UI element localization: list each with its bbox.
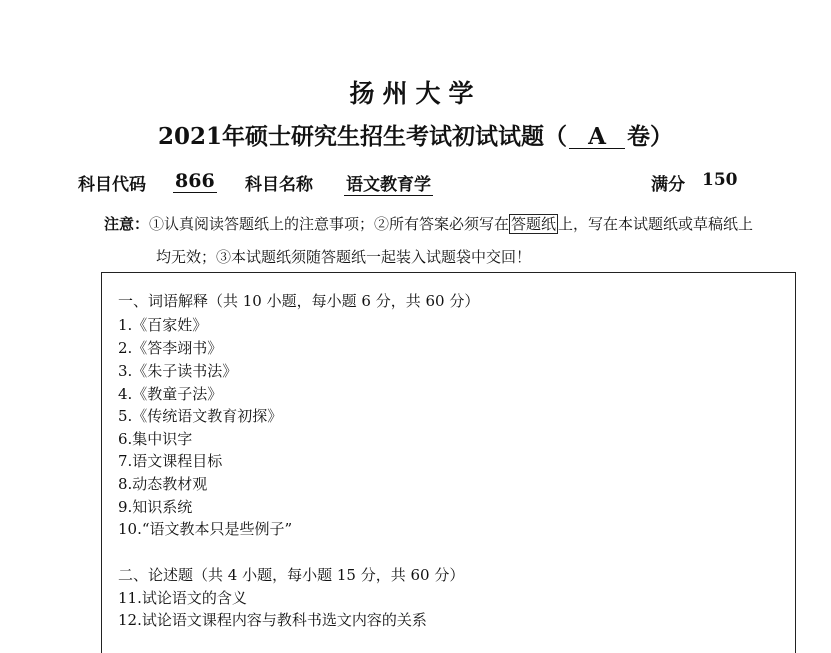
- notice-text-a: ①认真阅读答题纸上的注意事项；②所有答案必须写在: [149, 215, 510, 233]
- question-item: 9.知识系统: [118, 498, 193, 516]
- question-item: 8.动态教材观: [118, 475, 208, 493]
- question-item: 1.《百家姓》: [118, 316, 208, 334]
- notice-label: 注意：: [104, 215, 150, 233]
- exam-title: [0, 118, 831, 151]
- notice-line-2: 均无效；③本试题纸须随答题纸一起装入试题袋中交回！: [156, 248, 532, 266]
- paper-version: A: [569, 126, 625, 149]
- university-name: 扬州大学: [349, 79, 482, 108]
- subject-name-text: 语文教育学: [346, 175, 431, 195]
- exam-title-prefix: 2021年硕士研究生招生考试初试试题（: [157, 123, 567, 150]
- question-item: 6.集中识字: [118, 430, 193, 448]
- question-item: 3.《朱子读书法》: [118, 362, 238, 380]
- question-item: 10.“语文教本只是些例子”: [118, 520, 293, 538]
- notice-text-b: 上，写在本试题纸或草稿纸上: [558, 215, 754, 233]
- question-item: 4.《教童子法》: [118, 385, 223, 403]
- question-item: 11.试论语文的含义: [118, 589, 247, 607]
- subject-name-value: [344, 170, 433, 195]
- notice-boxed-text: 答题纸: [511, 215, 557, 233]
- subject-code-number: 866: [175, 170, 215, 192]
- question-item: 12.试论语文课程内容与教科书选文内容的关系: [118, 611, 427, 629]
- section-heading-1: 一、词语解释（共 10 小题，每小题 6 分，共 60 分）: [118, 292, 480, 310]
- section-heading-2: 二、论述题（共 4 小题，每小题 15 分，共 60 分）: [118, 566, 465, 584]
- full-score-label: 满分: [651, 175, 685, 195]
- question-item: 2.《答李翊书》: [118, 339, 223, 357]
- subject-code-label: 科目代码: [78, 175, 146, 195]
- question-item: 7.语文课程目标: [118, 452, 223, 470]
- subject-name-label: 科目名称: [245, 175, 313, 195]
- subject-code-value: [173, 170, 217, 192]
- notice-line-1: [104, 213, 753, 234]
- question-item: 5.《传统语文教育初探》: [118, 407, 283, 425]
- full-score-value: 150: [702, 170, 738, 190]
- exam-title-suffix: 卷）: [627, 123, 673, 150]
